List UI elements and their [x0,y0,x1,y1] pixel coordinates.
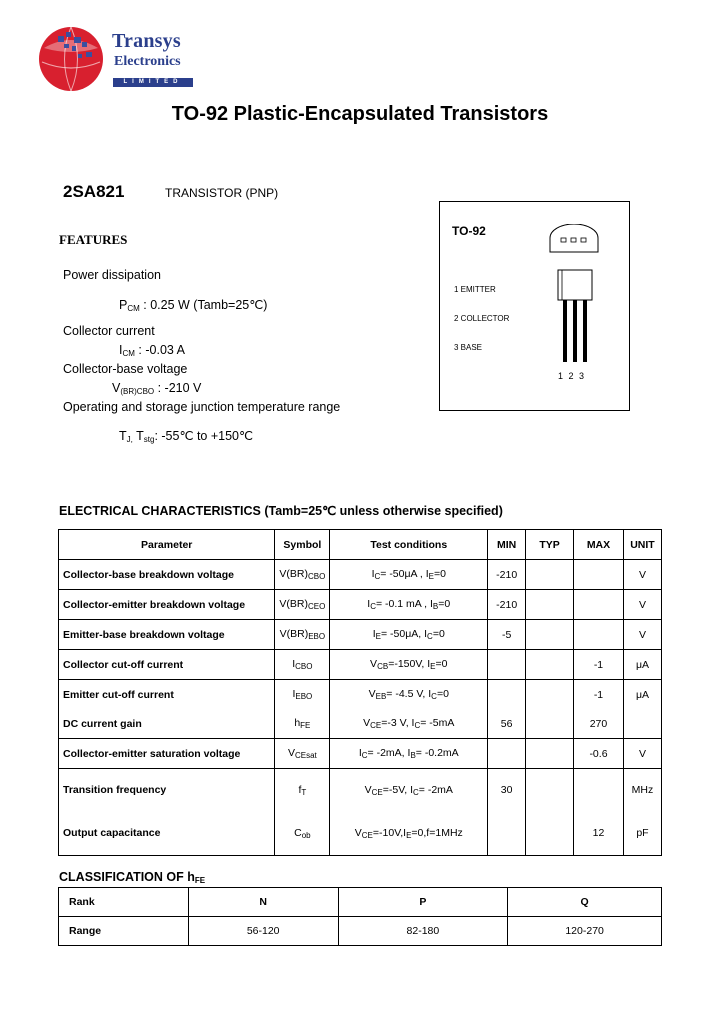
range-q: 120-270 [508,917,662,946]
symbol-sub: CBO [307,572,326,581]
typ-cell [526,709,574,739]
param-cell: DC current gain [59,709,275,739]
min-cell: 56 [488,709,526,739]
test-text-3: =0 [433,568,446,580]
param-cell: Collector-emitter saturation voltage [59,739,275,769]
symbol-cell [275,650,330,680]
unit-cell: V [623,739,661,769]
rank-p-header: P [338,888,508,917]
test-text: I [358,747,362,759]
symbol-cell [275,769,330,812]
max-cell: -1 [574,650,624,680]
table-row [59,620,662,650]
test-cell [330,811,488,856]
tj-subscript: J, [126,435,133,444]
part-number: 2SA821 [63,182,125,201]
range-n: 56-120 [188,917,338,946]
test-sub: C [361,751,368,760]
param-cell: Transition frequency [59,769,275,812]
min-cell [488,811,526,856]
test-sub: EB [375,692,387,701]
test-text-2: =-5V, I [382,783,413,796]
test-sub: E [375,632,381,641]
tj-symbol: T [119,429,127,443]
test-sub-2: C [431,692,437,701]
vcbo-subscript: (BR)CBO [120,387,155,396]
max-cell: 12 [574,811,624,856]
collector-current-label: Collector current [63,324,155,338]
min-cell: -5 [488,620,526,650]
test-text-2: =-3 V, I [381,717,415,729]
typ-cell [526,739,574,769]
pin-3-label: 3 BASE [454,343,483,352]
test-text-2: =-150V, I [388,658,431,670]
company-name: Transys [112,30,181,52]
min-cell: -210 [488,560,526,590]
param-cell: Collector-base breakdown voltage [59,560,275,590]
package-diagram-box [439,201,630,411]
symbol-text: h [294,717,301,729]
pcm-value: : 0.25 W (Tamb=25℃) [143,298,268,312]
table-row [59,680,662,710]
vcbo-value: : -210 V [157,381,202,395]
test-sub: CE [371,787,383,797]
symbol-text: V(BR) [279,568,308,580]
test-cell [330,709,488,739]
icm-symbol: I [119,343,123,357]
test-text-3: =0 [432,628,445,640]
test-sub: C [370,602,376,611]
unit-cell: V [623,620,661,650]
typ-cell [526,620,574,650]
unit-cell: pF [623,811,661,856]
package-name: TO-92 [452,224,486,238]
header-parameter: Parameter [59,530,275,560]
pcm-spec [119,297,267,313]
test-cell [330,620,488,650]
test-cell [330,590,488,620]
header-typ: TYP [526,530,574,560]
test-text: V [368,688,376,700]
symbol-cell [275,739,330,769]
table-row [59,590,662,620]
test-sub-2: C [414,721,421,730]
table-row [59,769,662,812]
test-text-2: = -2mA, I [367,747,411,759]
test-text: V [363,717,371,729]
unit-cell [623,709,661,739]
test-cell [330,650,488,680]
typ-cell [526,769,574,812]
min-cell [488,739,526,769]
test-text: V [370,658,378,670]
temp-range-label: Operating and storage junction temperature range [63,400,341,414]
electrical-heading: ELECTRICAL CHARACTERISTICS (Tamb=25℃ unless otherwise specified) [59,504,503,518]
electrical-table [58,529,662,856]
test-text-3: = -5mA [420,717,455,729]
rank-n-header: N [188,888,338,917]
range-label: Range [59,917,189,946]
test-text: V [364,783,372,796]
param-cell: Output capacitance [59,811,275,856]
unit-cell: MHz [623,769,661,812]
max-cell [574,620,624,650]
icm-spec [119,343,185,358]
typ-cell [526,680,574,710]
test-text-3: =0 [435,658,448,670]
min-cell [488,680,526,710]
test-text-2: = -50μA , I [380,568,429,580]
max-cell: -0.6 [574,739,624,769]
symbol-sub: CBO [295,662,313,671]
typ-cell [526,560,574,590]
classification-heading-text: CLASSIFICATION OF h [59,870,195,884]
max-cell [574,560,624,590]
test-cell [330,769,488,812]
power-dissipation-label: Power dissipation [63,268,161,282]
param-cell: Emitter-base breakdown voltage [59,620,275,650]
cb-voltage-label: Collector-base voltage [63,362,188,376]
max-cell [574,590,624,620]
test-sub-2: E [406,830,412,840]
param-cell: Collector cut-off current [59,650,275,680]
param-cell: Emitter cut-off current [59,680,275,710]
typ-cell [526,811,574,856]
test-text-3: =0 [436,688,449,700]
classification-range-row [59,917,662,946]
max-cell: 270 [574,709,624,739]
vcbo-symbol: V [112,381,121,395]
header-symbol: Symbol [275,530,330,560]
max-cell [574,769,624,812]
symbol-text: I [292,688,296,700]
test-text-3: = -2mA [418,783,453,796]
max-cell: -1 [574,680,624,710]
transys-logo-globe-icon [38,26,104,92]
company-name-electronics: Electronics [114,54,181,69]
symbol-cell [275,560,330,590]
header-min: MIN [488,530,526,560]
min-cell: 30 [488,769,526,812]
symbol-cell [275,680,330,710]
symbol-text: f [298,783,302,796]
test-text-3: =0 [438,598,451,610]
symbol-cell [275,620,330,650]
symbol-sub: CEO [307,602,326,611]
table-row [59,709,662,739]
table-row [59,560,662,590]
test-cell [330,560,488,590]
to92-package-icon [548,224,608,364]
test-sub-2: C [427,632,433,641]
pcm-subscript: CM [127,304,140,313]
test-sub-2: E [430,662,436,671]
typ-cell [526,650,574,680]
pin-1-label: 1 EMITTER [454,285,496,294]
symbol-text: V(BR) [279,628,309,640]
table-header-row [59,530,662,560]
unit-cell: V [623,560,661,590]
test-text-3: =0,f=1MHz [411,826,463,839]
classification-table [58,887,662,946]
icm-value: : -0.03 A [138,343,185,357]
part-type: TRANSISTOR (PNP) [165,186,279,200]
classification-header-row [59,888,662,917]
test-text-2: = -0.1 mA , I [376,598,433,610]
symbol-text: C [294,826,302,839]
symbol-cell [275,590,330,620]
pin-2-label: 2 COLLECTOR [454,314,510,323]
symbol-text: V [287,747,295,759]
page-title: TO-92 Plastic-Encapsulated Transistors [171,103,549,125]
test-sub: C [374,572,381,581]
symbol-text: V(BR) [279,598,308,610]
vcbo-spec [112,381,201,396]
test-cell [330,739,488,769]
unit-cell: V [623,590,661,620]
test-text: I [371,568,375,580]
classification-heading [59,870,205,885]
test-sub-2: C [413,787,419,797]
rank-q-header: Q [508,888,662,917]
test-text-2: = -4.5 V, I [386,688,432,700]
test-text: I [372,628,376,640]
test-text: I [367,598,371,610]
table-row [59,739,662,769]
test-sub: CB [377,662,389,671]
range-p: 82-180 [338,917,508,946]
features-heading: FEATURES [59,232,128,247]
tstg-symbol: T [132,429,144,443]
symbol-sub: EBO [308,632,326,641]
typ-cell [526,590,574,620]
test-text: V [354,826,362,839]
header-unit: UNIT [623,530,661,560]
symbol-cell [275,811,330,856]
header-test-conditions: Test conditions [330,530,488,560]
test-sub-2: B [410,751,416,760]
icm-subscript: CM [122,349,135,358]
symbol-sub: CEsat [294,751,317,760]
symbol-cell [275,709,330,739]
company-limited: LIMITED [113,78,193,87]
param-cell: Collector-emitter breakdown voltage [59,590,275,620]
unit-cell: μA [623,680,661,710]
temp-spec [119,428,253,444]
test-cell [330,680,488,710]
table-row [59,650,662,680]
pin-numbers: 1 2 3 [558,371,585,381]
test-sub: CE [361,830,373,840]
test-sub: CE [370,721,382,730]
min-cell [488,650,526,680]
temp-value: : -55℃ to +150℃ [154,429,254,443]
test-sub-2: E [428,572,434,581]
unit-cell: μA [623,650,661,680]
symbol-sub: T [301,787,307,797]
symbol-sub: ob [301,830,311,840]
test-text-3: = -0.2mA [415,747,459,759]
symbol-sub: EBO [295,692,313,701]
symbol-text: I [292,658,296,670]
tstg-subscript: stg [143,435,155,444]
symbol-sub: FE [300,721,311,730]
rank-header: Rank [59,888,189,917]
test-text-2: =-10V,I [372,826,407,839]
header-max: MAX [574,530,624,560]
test-text-2: = -50μA, I [381,628,428,640]
test-sub-2: B [432,602,439,611]
min-cell: -210 [488,590,526,620]
pcm-symbol: P [119,298,128,312]
table-row [59,811,662,856]
classification-heading-sub: FE [194,876,206,885]
